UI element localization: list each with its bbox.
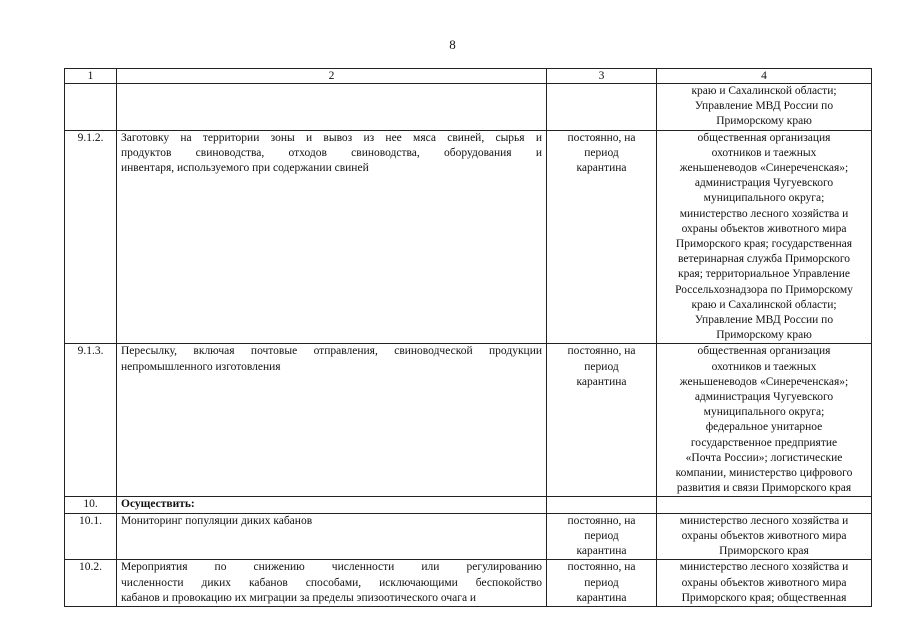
table-row — [65, 497, 872, 513]
item-number: 10.1. — [65, 513, 117, 560]
measures-table — [64, 68, 872, 607]
term-line: карантина — [576, 375, 627, 388]
responsible-line: краю и Сахалинской области; — [691, 298, 837, 311]
responsible-line: женьшеневодов «Синереченская»; — [679, 162, 849, 175]
measure-text-line: Заготовку на территории зоны и вывоз из нее мяса свиней, сырья и — [121, 131, 542, 144]
responsible-line: Приморского края — [719, 545, 809, 558]
term-line: период — [584, 576, 619, 589]
responsible-line: государственное предприятие — [690, 436, 838, 449]
term-line: постоянно, на — [567, 514, 636, 527]
measure-text-line: непромышленного изготовления — [121, 360, 281, 373]
item-number — [65, 84, 117, 131]
responsible-line: Россельхознадзора по Приморскому — [675, 283, 853, 296]
responsible-line: министерство лесного хозяйства и — [679, 561, 849, 574]
responsible-line: Приморского края; государственная — [675, 238, 853, 251]
term-line: период — [584, 360, 619, 373]
responsible-cell — [657, 344, 872, 497]
responsible-line: женьшеневодов «Синереченская»; — [679, 375, 849, 388]
header-cell: 4 — [657, 69, 872, 84]
table-row — [65, 560, 872, 607]
term-line: карантина — [576, 591, 627, 604]
term-line: период — [584, 529, 619, 542]
page-number: 8 — [449, 37, 456, 52]
item-number: 9.1.2. — [65, 130, 117, 344]
measure-text — [117, 497, 547, 513]
term-cell — [547, 130, 657, 344]
measure-text — [117, 344, 547, 497]
measure-text — [117, 84, 547, 131]
measure-text-line: численности диких кабанов способами, исключающими беспокойство — [121, 576, 542, 589]
measure-text-line: продуктов свиноводства, отходов свиноводства, оборудования и — [121, 146, 542, 159]
responsible-line: Приморского края; общественная — [681, 591, 847, 604]
responsible-line: Приморскому краю — [716, 329, 812, 342]
table-row — [65, 84, 872, 131]
term-line: постоянно, на — [567, 561, 636, 574]
responsible-line: Управление МВД России по — [694, 100, 834, 113]
responsible-line: охраны объектов животного мира — [681, 576, 847, 589]
responsible-line: охраны объектов животного мира — [681, 529, 847, 542]
responsible-line: ветеринарная служба Приморского — [677, 253, 851, 266]
responsible-line: министерство лесного хозяйства и — [679, 207, 849, 220]
measure-text — [117, 560, 547, 607]
measure-text-line: кабанов и провокацию их миграции за пределы эпизоотического очага и — [121, 591, 477, 604]
table-row — [65, 130, 872, 344]
term-cell — [547, 84, 657, 131]
term-cell — [547, 560, 657, 607]
item-number: 10.2. — [65, 560, 117, 607]
term-cell — [547, 513, 657, 560]
measure-text — [117, 513, 547, 560]
term-line: период — [584, 146, 619, 159]
responsible-line: компании, министерство цифрового — [675, 467, 853, 480]
responsible-line: общественная организация — [697, 345, 831, 358]
measure-text-line: инвентаря, используемого при содержании свиней — [121, 162, 369, 175]
responsible-cell — [657, 497, 872, 513]
item-number: 10. — [65, 497, 117, 513]
responsible-cell — [657, 84, 872, 131]
responsible-cell — [657, 560, 872, 607]
responsible-line: охотников и таежных — [711, 360, 817, 373]
responsible-cell — [657, 513, 872, 560]
responsible-line: краю и Сахалинской области; — [691, 85, 837, 97]
responsible-line: «Почта России»; логистические — [685, 451, 843, 464]
item-number: 9.1.3. — [65, 344, 117, 497]
term-line: постоянно, на — [567, 131, 636, 144]
measure-text-line: Осуществить: — [121, 498, 195, 511]
responsible-line: министерство лесного хозяйства и — [679, 514, 849, 527]
table-row — [65, 344, 872, 497]
responsible-line: края; территориальное Управление — [677, 268, 850, 281]
term-cell — [547, 497, 657, 513]
term-line: карантина — [576, 162, 627, 175]
responsible-line: администрация Чугуевского — [694, 391, 834, 404]
term-cell — [547, 344, 657, 497]
responsible-line: Приморскому краю — [716, 115, 812, 128]
responsible-line: развития и связи Приморского края — [676, 482, 852, 495]
responsible-line: муниципального округа; — [703, 406, 825, 419]
responsible-line: общественная организация — [697, 131, 831, 144]
header-cell: 3 — [547, 69, 657, 84]
measure-text-line: Мероприятия по снижению численности или регулированию — [121, 561, 542, 574]
measure-text-line: Пересылку, включая почтовые отправления, свиноводческой продукции — [121, 345, 542, 358]
responsible-line: администрация Чугуевского — [694, 177, 834, 190]
header-cell: 2 — [117, 69, 547, 84]
table-row — [65, 513, 872, 560]
responsible-line: Управление МВД России по — [694, 314, 834, 327]
responsible-line: федеральное унитарное — [705, 421, 823, 434]
header-cell: 1 — [65, 69, 117, 84]
term-line: постоянно, на — [567, 345, 636, 358]
table-header-row — [65, 69, 872, 84]
responsible-line: охотников и таежных — [711, 146, 817, 159]
term-line: карантина — [576, 545, 627, 558]
responsible-cell — [657, 130, 872, 344]
measure-text-line: Мониторинг популяции диких кабанов — [121, 514, 313, 527]
responsible-line: охраны объектов животного мира — [681, 222, 847, 235]
responsible-line: муниципального округа; — [703, 192, 825, 205]
measure-text — [117, 130, 547, 344]
